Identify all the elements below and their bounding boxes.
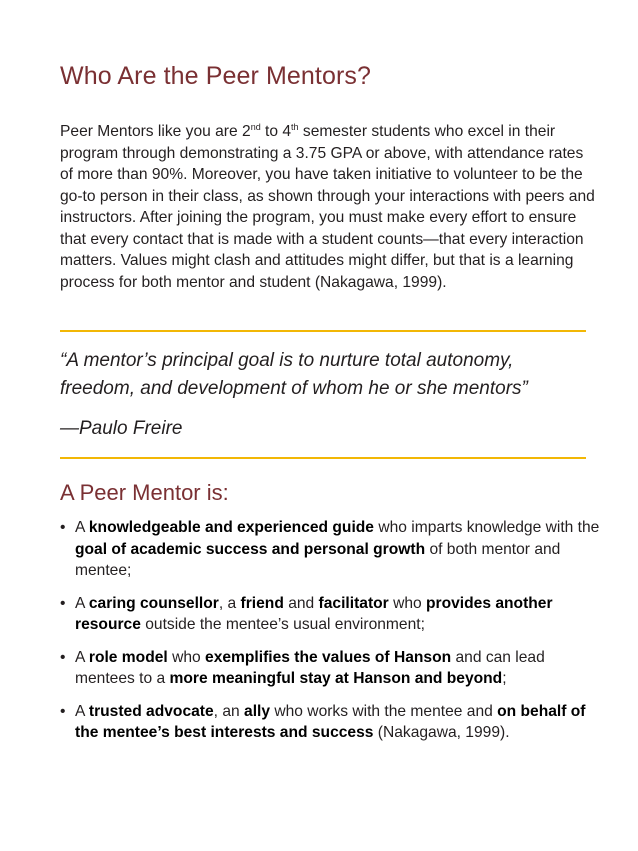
- item-text: who: [167, 648, 206, 666]
- list-item: [60, 701, 600, 744]
- item-text: and: [283, 594, 319, 612]
- section-heading: A Peer Mentor is:: [60, 480, 229, 505]
- item-text: outside the mentee’s usual environment;: [140, 616, 425, 633]
- item-text: (Nakagawa, 1999).: [373, 724, 510, 741]
- intro-text-2: to 4: [260, 123, 292, 140]
- item-bold-text: provides another resource: [75, 594, 553, 633]
- item-bold-text: knowledgeable and experienced guide: [88, 519, 374, 536]
- intro-text-body: semester students who excel in their program through demonstrating a 3.75 GPA or above, with attendance rates of more than 90%. Moreover, you have taken initiative to volunteer to be the go-to person in their class, as shown through your interactions with peers and instructors. After joining the program, you must make every effort to ensure that every contact that is made with a student counts—that every interaction matters. Values might clash and attitudes might differ, but that is a learning process for both mentor and student (Nakagawa, 1999).: [60, 123, 595, 291]
- bullet-icon: •: [60, 702, 66, 720]
- item-text: who: [388, 594, 427, 612]
- bullet-icon: •: [60, 648, 66, 666]
- item-text: who works with the mentee and: [270, 702, 498, 720]
- intro-paragraph: [60, 121, 600, 293]
- item-bold-text: trusted advocate: [88, 702, 214, 720]
- item-bold-text: goal of academic success and personal growth: [75, 540, 426, 558]
- item-bold-text: caring counsellor: [88, 594, 219, 612]
- pull-quote: “A mentor’s principal goal is to nurture total autonomy, freedom, and development of whom he or she mentors”: [60, 350, 528, 399]
- item-text: ;: [502, 670, 507, 687]
- item-bold-text: exemplifies the values of Hanson: [205, 648, 452, 666]
- item-text: A: [75, 702, 89, 720]
- item-text: A: [75, 594, 89, 612]
- item-bold-text: facilitator: [318, 594, 389, 612]
- list-item: [60, 593, 600, 636]
- quote-attribution: —Paulo Freire: [60, 418, 183, 439]
- item-bold-text: on behalf of the mentee’s best interests and success: [75, 702, 586, 741]
- item-text: and can lead mentees to a: [75, 648, 545, 687]
- bottom-divider: [60, 457, 586, 459]
- item-bold-text: role model: [88, 648, 168, 666]
- item-text: A: [75, 519, 89, 536]
- item-bold-text: ally: [244, 702, 271, 720]
- item-text: A: [75, 648, 89, 666]
- page-title: Who Are the Peer Mentors?: [60, 62, 371, 90]
- top-divider: [60, 330, 586, 332]
- item-text: who imparts knowledge with the: [373, 519, 600, 536]
- item-text: , an: [213, 702, 245, 720]
- intro-superscript-nd: nd: [250, 121, 261, 132]
- bullet-icon: •: [60, 594, 66, 612]
- intro-text-1: Peer Mentors like you are 2: [60, 123, 251, 140]
- item-text: , a: [218, 594, 241, 612]
- list-item: [60, 517, 600, 582]
- list-item: [60, 647, 600, 690]
- intro-superscript-th: th: [291, 121, 299, 132]
- item-bold-text: more meaningful stay at Hanson and beyond: [169, 670, 503, 687]
- peer-mentor-list: [60, 517, 600, 755]
- item-text: of both mentor and mentee;: [75, 540, 561, 579]
- bullet-icon: •: [60, 519, 66, 536]
- item-bold-text: friend: [240, 594, 284, 612]
